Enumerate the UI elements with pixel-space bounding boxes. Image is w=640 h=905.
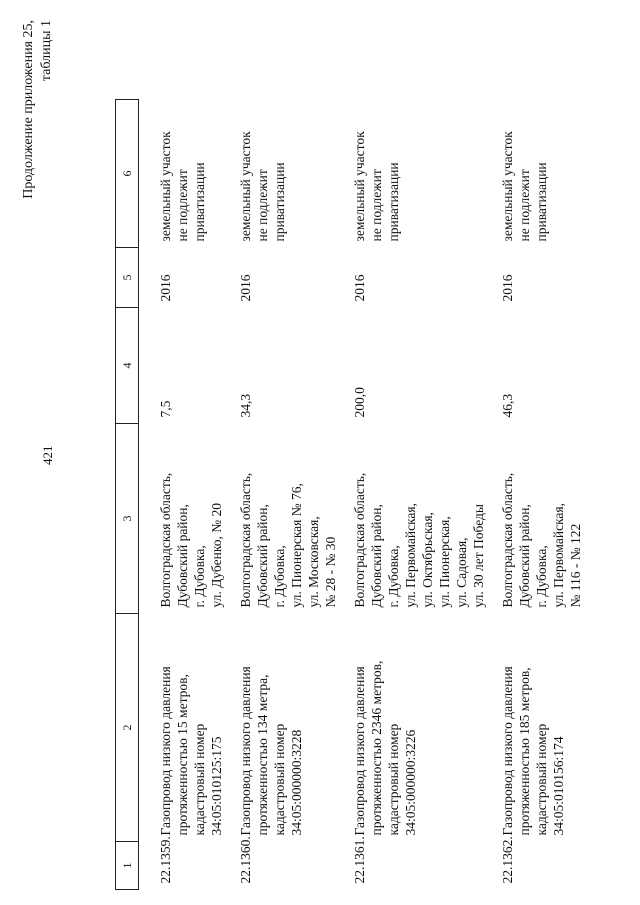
row-note: земельный участок не подлежит приватизации [500, 131, 549, 242]
row-note: земельный участок не подлежит приватизации [238, 131, 287, 242]
table-body [139, 100, 589, 890]
table-row [229, 100, 343, 890]
row-number: 22.1361. [352, 836, 367, 884]
header-row [116, 100, 139, 890]
row-note: земельный участок не подлежит приватизации [158, 131, 207, 242]
header-col-2: 2 [116, 614, 139, 842]
table-row [491, 100, 588, 890]
row-address: Волгоградская область, Дубовский район, г. Дубовка, ул. Первомайская, № 116 - № 122 [500, 472, 583, 608]
row-address: Волгоградская область, Дубовский район, г. Дубовка, ул. Дубенко, № 20 [158, 472, 224, 608]
table-caption [20, 20, 56, 240]
row-year: 2016 [158, 274, 173, 302]
header-col-6: 6 [116, 100, 139, 248]
property-table [115, 99, 588, 890]
row-description: Газопровод низкого давления протяженностью 185 метров, кадастровый номер 34:05:010156:174 [500, 666, 566, 836]
row-area: 7,5 [158, 400, 173, 418]
row-note: земельный участок не подлежит приватизации [352, 131, 401, 242]
row-area: 200,0 [352, 387, 367, 418]
row-year: 2016 [500, 274, 515, 302]
row-number: 22.1362. [500, 836, 515, 884]
caption-line-1: Продолжение приложения 25, [21, 20, 36, 199]
caption-line-2: таблицы 1 [39, 20, 54, 82]
header-col-5: 5 [116, 248, 139, 308]
page-number: 421 [40, 445, 55, 465]
header-col-3: 3 [116, 424, 139, 614]
table-header [116, 100, 139, 890]
table-row [343, 100, 491, 890]
row-address: Волгоградская область, Дубовский район, г. Дубовка, ул. Пионерская № 76, ул. Московская, № 28 - № 30 [238, 472, 338, 608]
row-number: 22.1360. [238, 836, 253, 884]
row-description: Газопровод низкого давления протяженностью 134 метра, кадастровый номер 34:05:000000:3228 [238, 666, 304, 836]
row-description: Газопровод низкого давления протяженностью 2346 метров, кадастровый номер 34:05:000000:3226 [352, 660, 418, 836]
row-year: 2016 [352, 274, 367, 302]
row-area: 46,3 [500, 393, 515, 418]
header-col-4: 4 [116, 308, 139, 424]
row-area: 34,3 [238, 393, 253, 418]
table-row [139, 100, 230, 890]
row-year: 2016 [238, 274, 253, 302]
header-col-1: 1 [116, 842, 139, 890]
row-number: 22.1359. [158, 836, 173, 884]
row-address: Волгоградская область, Дубовский район, г. Дубовка, ул. Первомайская, ул. Октябрьская, ул. Пионерская, ул. Садовая, ул. 30 лет Победы [352, 472, 486, 608]
row-description: Газопровод низкого давления протяженностью 15 метров, кадастровый номер 34:05:010125:175 [158, 666, 224, 836]
